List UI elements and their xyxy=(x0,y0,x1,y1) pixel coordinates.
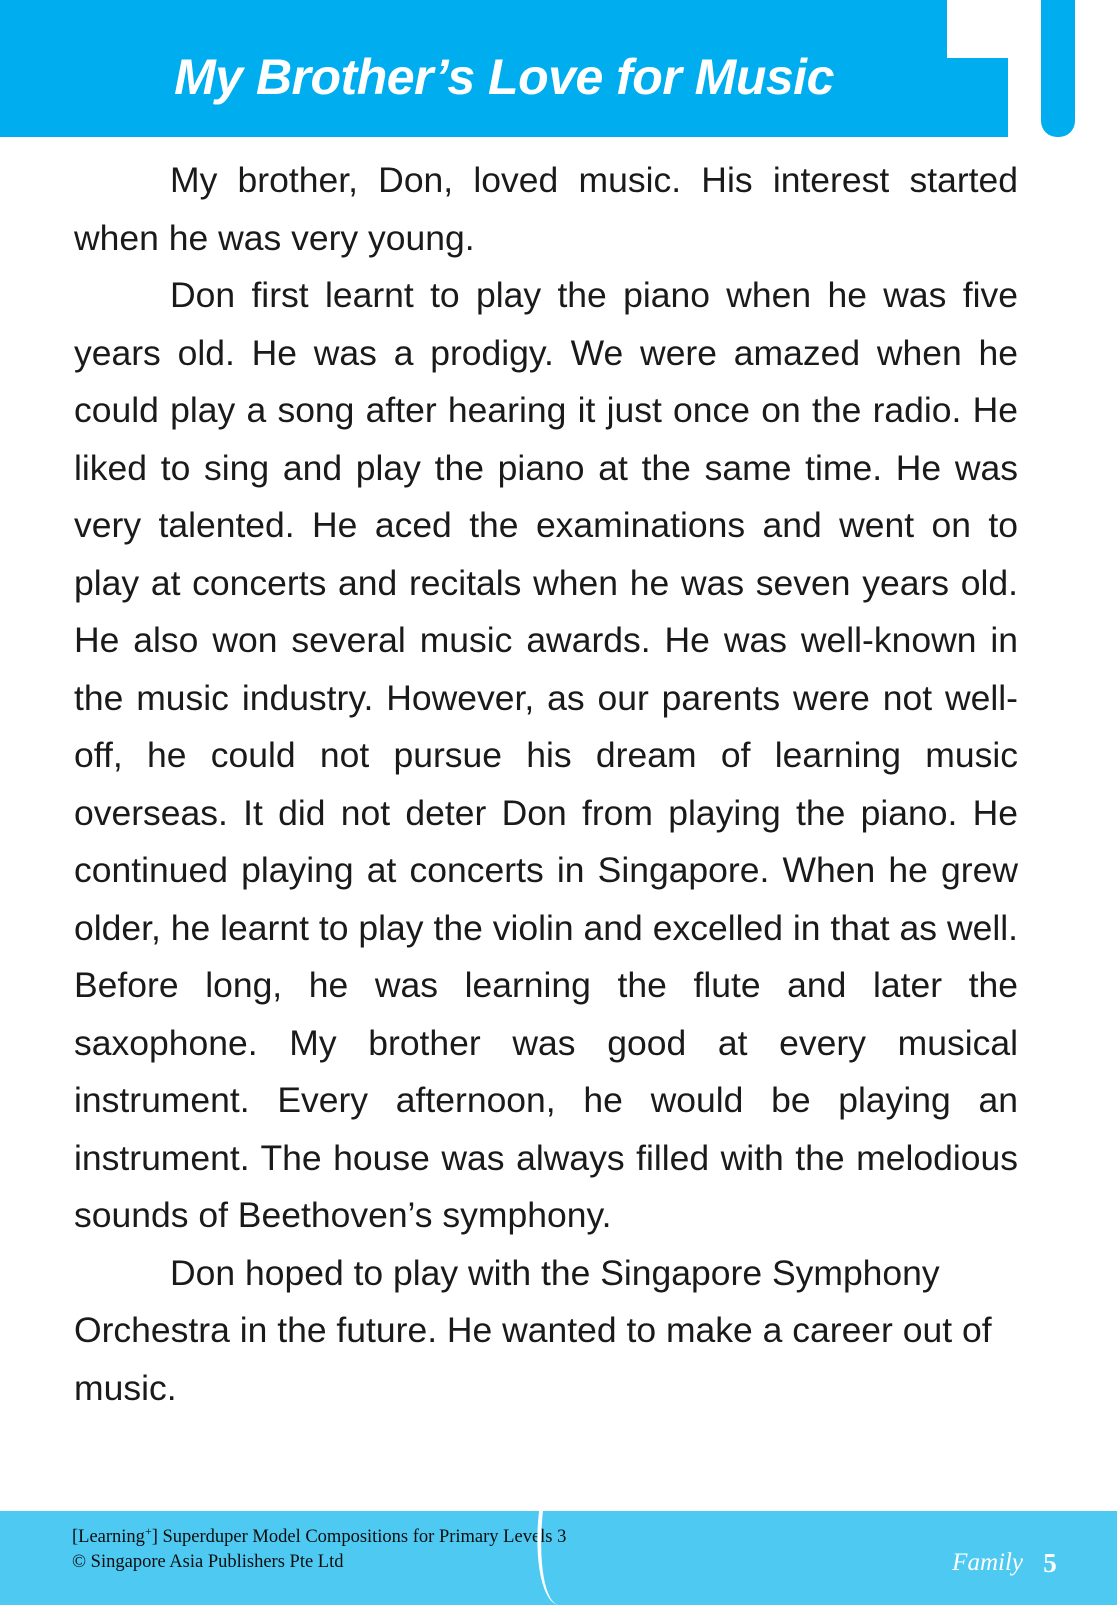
paragraph: Don hoped to play with the Singapore Symphony Orchestra in the future. He wanted to make a career out of music. xyxy=(74,1252,992,1408)
page-footer xyxy=(0,1511,1117,1605)
footer-series-line xyxy=(72,1519,566,1550)
page-title: My Brother’s Love for Music xyxy=(174,49,834,105)
composition-body xyxy=(74,152,1018,1417)
footer-theme-label: Family xyxy=(952,1549,1023,1576)
header-side-tab xyxy=(1041,0,1075,137)
footer-series-suffix: ] Superduper Model Compositions for Primary Levels 3 xyxy=(151,1527,567,1547)
footer-series-superscript: + xyxy=(144,1523,152,1538)
footer-series-prefix: [Learning xyxy=(72,1527,145,1547)
footer-copyright: © Singapore Asia Publishers Pte Ltd xyxy=(72,1552,344,1572)
page-number: 5 xyxy=(1043,1548,1057,1578)
page-header xyxy=(0,0,1117,140)
paragraph: My brother, Don, loved music. His interest started when he was very young. xyxy=(74,160,1018,258)
header-corner-notch xyxy=(947,0,1008,58)
paragraph: Don first learnt to play the piano when he was five years old. He was a prodigy. We were amazed when he could play a song after hearing it just once on the radio. He liked to sing and play the piano at the same time. He was very talented. He aced the examinations and went on to play at concerts and recitals when he was seven years old. He also won several music awards. He was well-known in the music industry. However, as our parents were not well-off, he could not pursue his dream of learning music overseas. It did not deter Don from playing the piano. He continued playing at concerts in Singapore. When he grew older, he learnt to play the violin and excelled in that as well. Before long, he was learning the flute and later the saxophone. My brother was good at every musical instrument. Every afternoon, he would be playing an instrument. The house was always filled with the melodious sounds of Beethoven’s symphony. xyxy=(74,275,1018,1235)
footer-publication-info xyxy=(72,1519,566,1575)
